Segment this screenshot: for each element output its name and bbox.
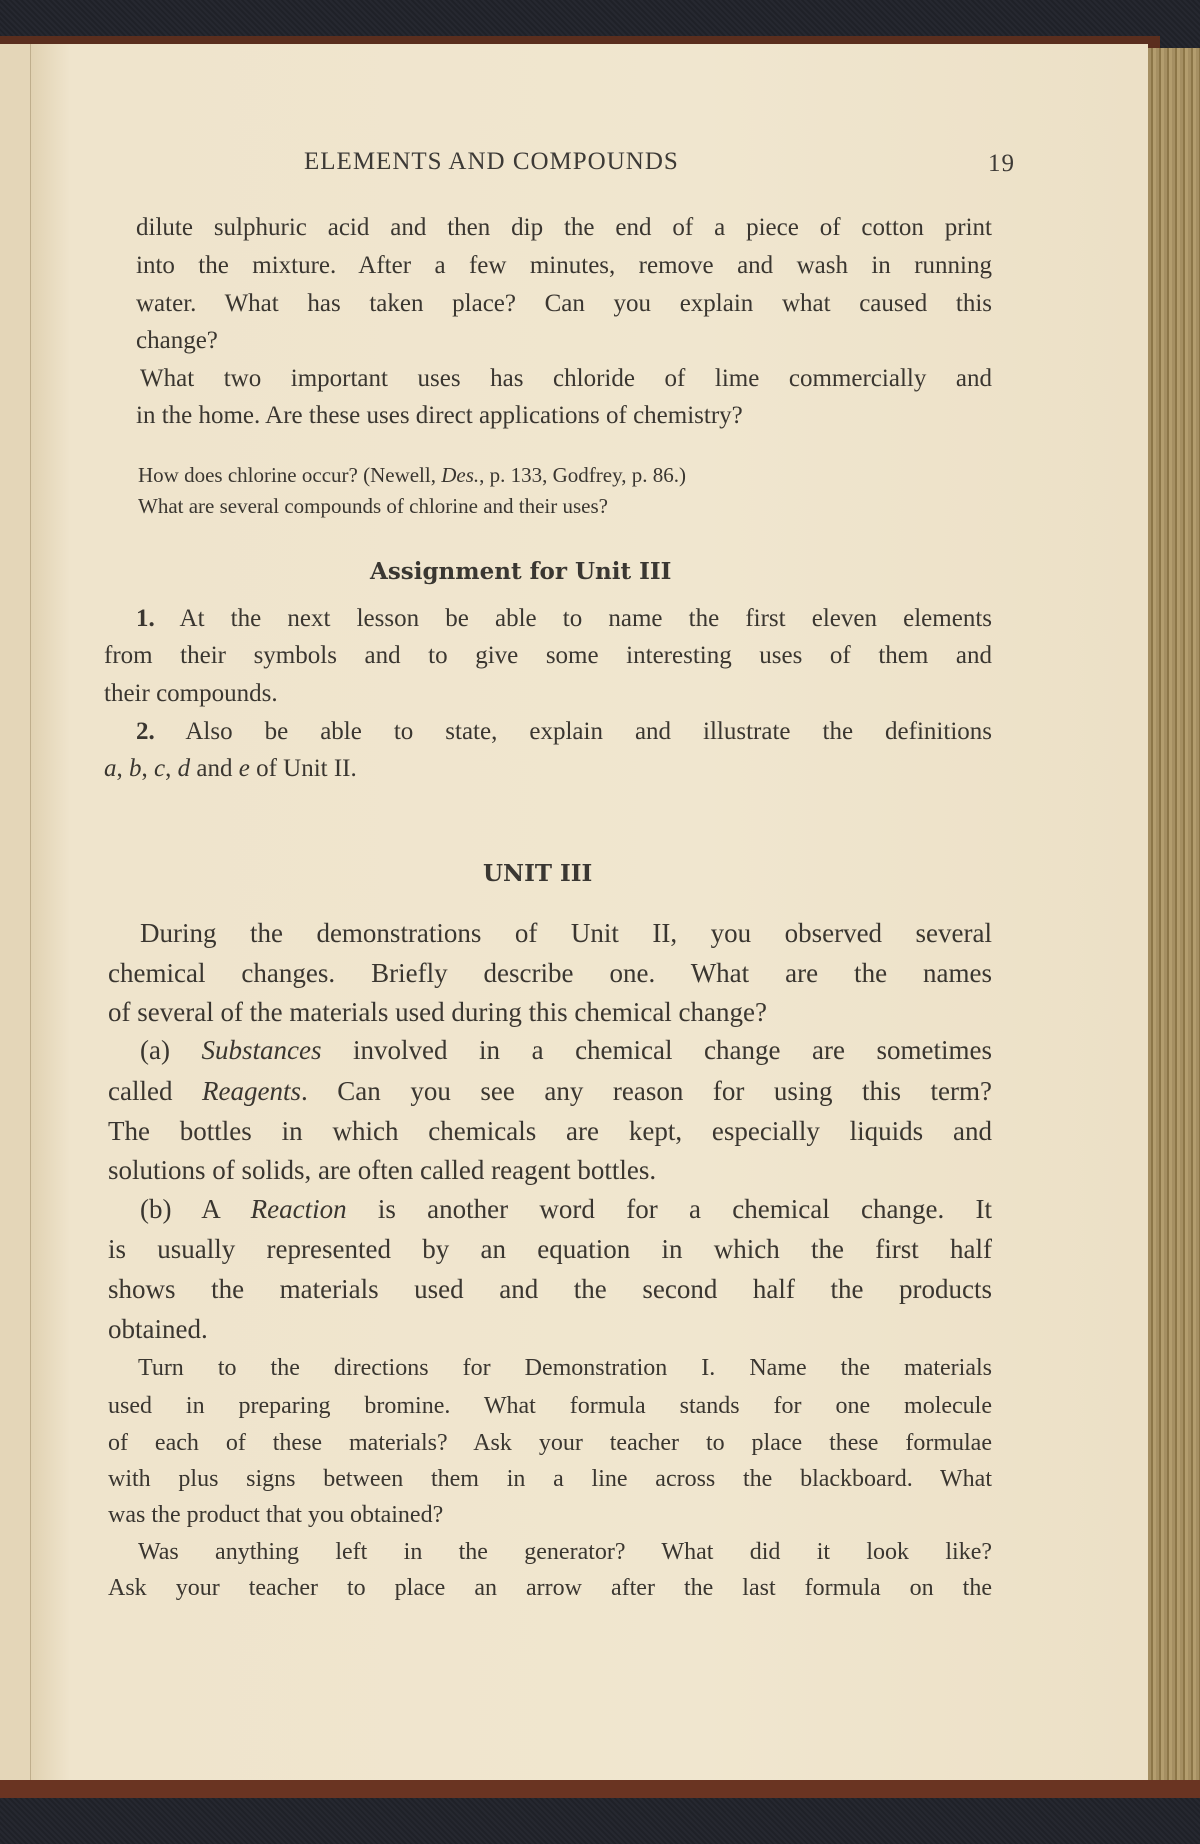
text-line: The bottles in which chemicals are kept, especially liquids and bbox=[108, 1116, 992, 1146]
assignment-item-2: 2. Also be able to state, explain and illustrate the definitions bbox=[136, 718, 992, 745]
text-line: dilute sulphuric acid and then dip the end of a piece of cotton print bbox=[136, 214, 992, 241]
facing-page-edge bbox=[0, 44, 31, 1780]
text-line: is usually represented by an equation in which the first half bbox=[108, 1234, 992, 1264]
text-line: of several of the materials used during this chemical change? bbox=[108, 997, 767, 1027]
text-line: Ask your teacher to place an arrow after the last formula on the bbox=[108, 1575, 992, 1601]
text-line: Was anything left in the generator? What did it look like? bbox=[138, 1539, 992, 1565]
text-line: solutions of solids, are often called reagent bottles. bbox=[108, 1155, 657, 1185]
text-line: (b) A Reaction is another word for a chemical change. It bbox=[140, 1194, 993, 1224]
text-line: shows the materials used and the second half the products bbox=[108, 1274, 992, 1304]
assignment-heading: Assignment for Unit III bbox=[370, 558, 672, 585]
text-line: During the demonstrations of Unit II, you observed several bbox=[140, 918, 992, 948]
text-line: was the product that you obtained? bbox=[108, 1502, 444, 1528]
text-line: water. What has taken place? Can you explain what caused this bbox=[136, 290, 992, 317]
page-edges bbox=[1148, 48, 1200, 1780]
text-line: from their symbols and to give some interesting uses of them and bbox=[104, 642, 992, 669]
question-line: How does chlorine occur? (Newell, Des., p. 133, Godfrey, p. 86.) bbox=[138, 463, 686, 487]
unit-heading: UNIT III bbox=[483, 860, 593, 887]
text-line: chemical changes. Briefly describe one. What are the names bbox=[108, 958, 992, 988]
page-number: 19 bbox=[988, 150, 1015, 177]
text-line: Turn to the directions for Demonstration I. Name the materials bbox=[138, 1355, 992, 1381]
text-line: of each of these materials? Ask your teacher to place these formulae bbox=[108, 1430, 992, 1456]
text-line: into the mixture. After a few minutes, remove and wash in running bbox=[136, 252, 992, 279]
text-line: their compounds. bbox=[104, 680, 278, 707]
text-line: What two important uses has chloride of lime commercially and bbox=[140, 365, 992, 392]
text-line: with plus signs between them in a line across the blackboard. What bbox=[108, 1466, 992, 1492]
text-line: used in preparing bromine. What formula stands for one molecule bbox=[108, 1393, 992, 1419]
text-line: obtained. bbox=[108, 1314, 208, 1344]
text-line: (a) Substances involved in a chemical change are sometimes bbox=[140, 1035, 993, 1065]
assignment-item-1: 1. At the next lesson be able to name the first eleven elements bbox=[136, 605, 992, 632]
text-line: change? bbox=[136, 327, 218, 354]
text-line: called Reagents. Can you see any reason for using this term? bbox=[108, 1076, 992, 1106]
text-line: in the home. Are these uses direct applications of chemistry? bbox=[136, 402, 743, 429]
text-line: a, b, c, d and e of Unit II. bbox=[104, 755, 357, 782]
running-header-title: ELEMENTS AND COMPOUNDS bbox=[304, 148, 679, 175]
question-line: What are several compounds of chlorine and their uses? bbox=[138, 494, 608, 518]
